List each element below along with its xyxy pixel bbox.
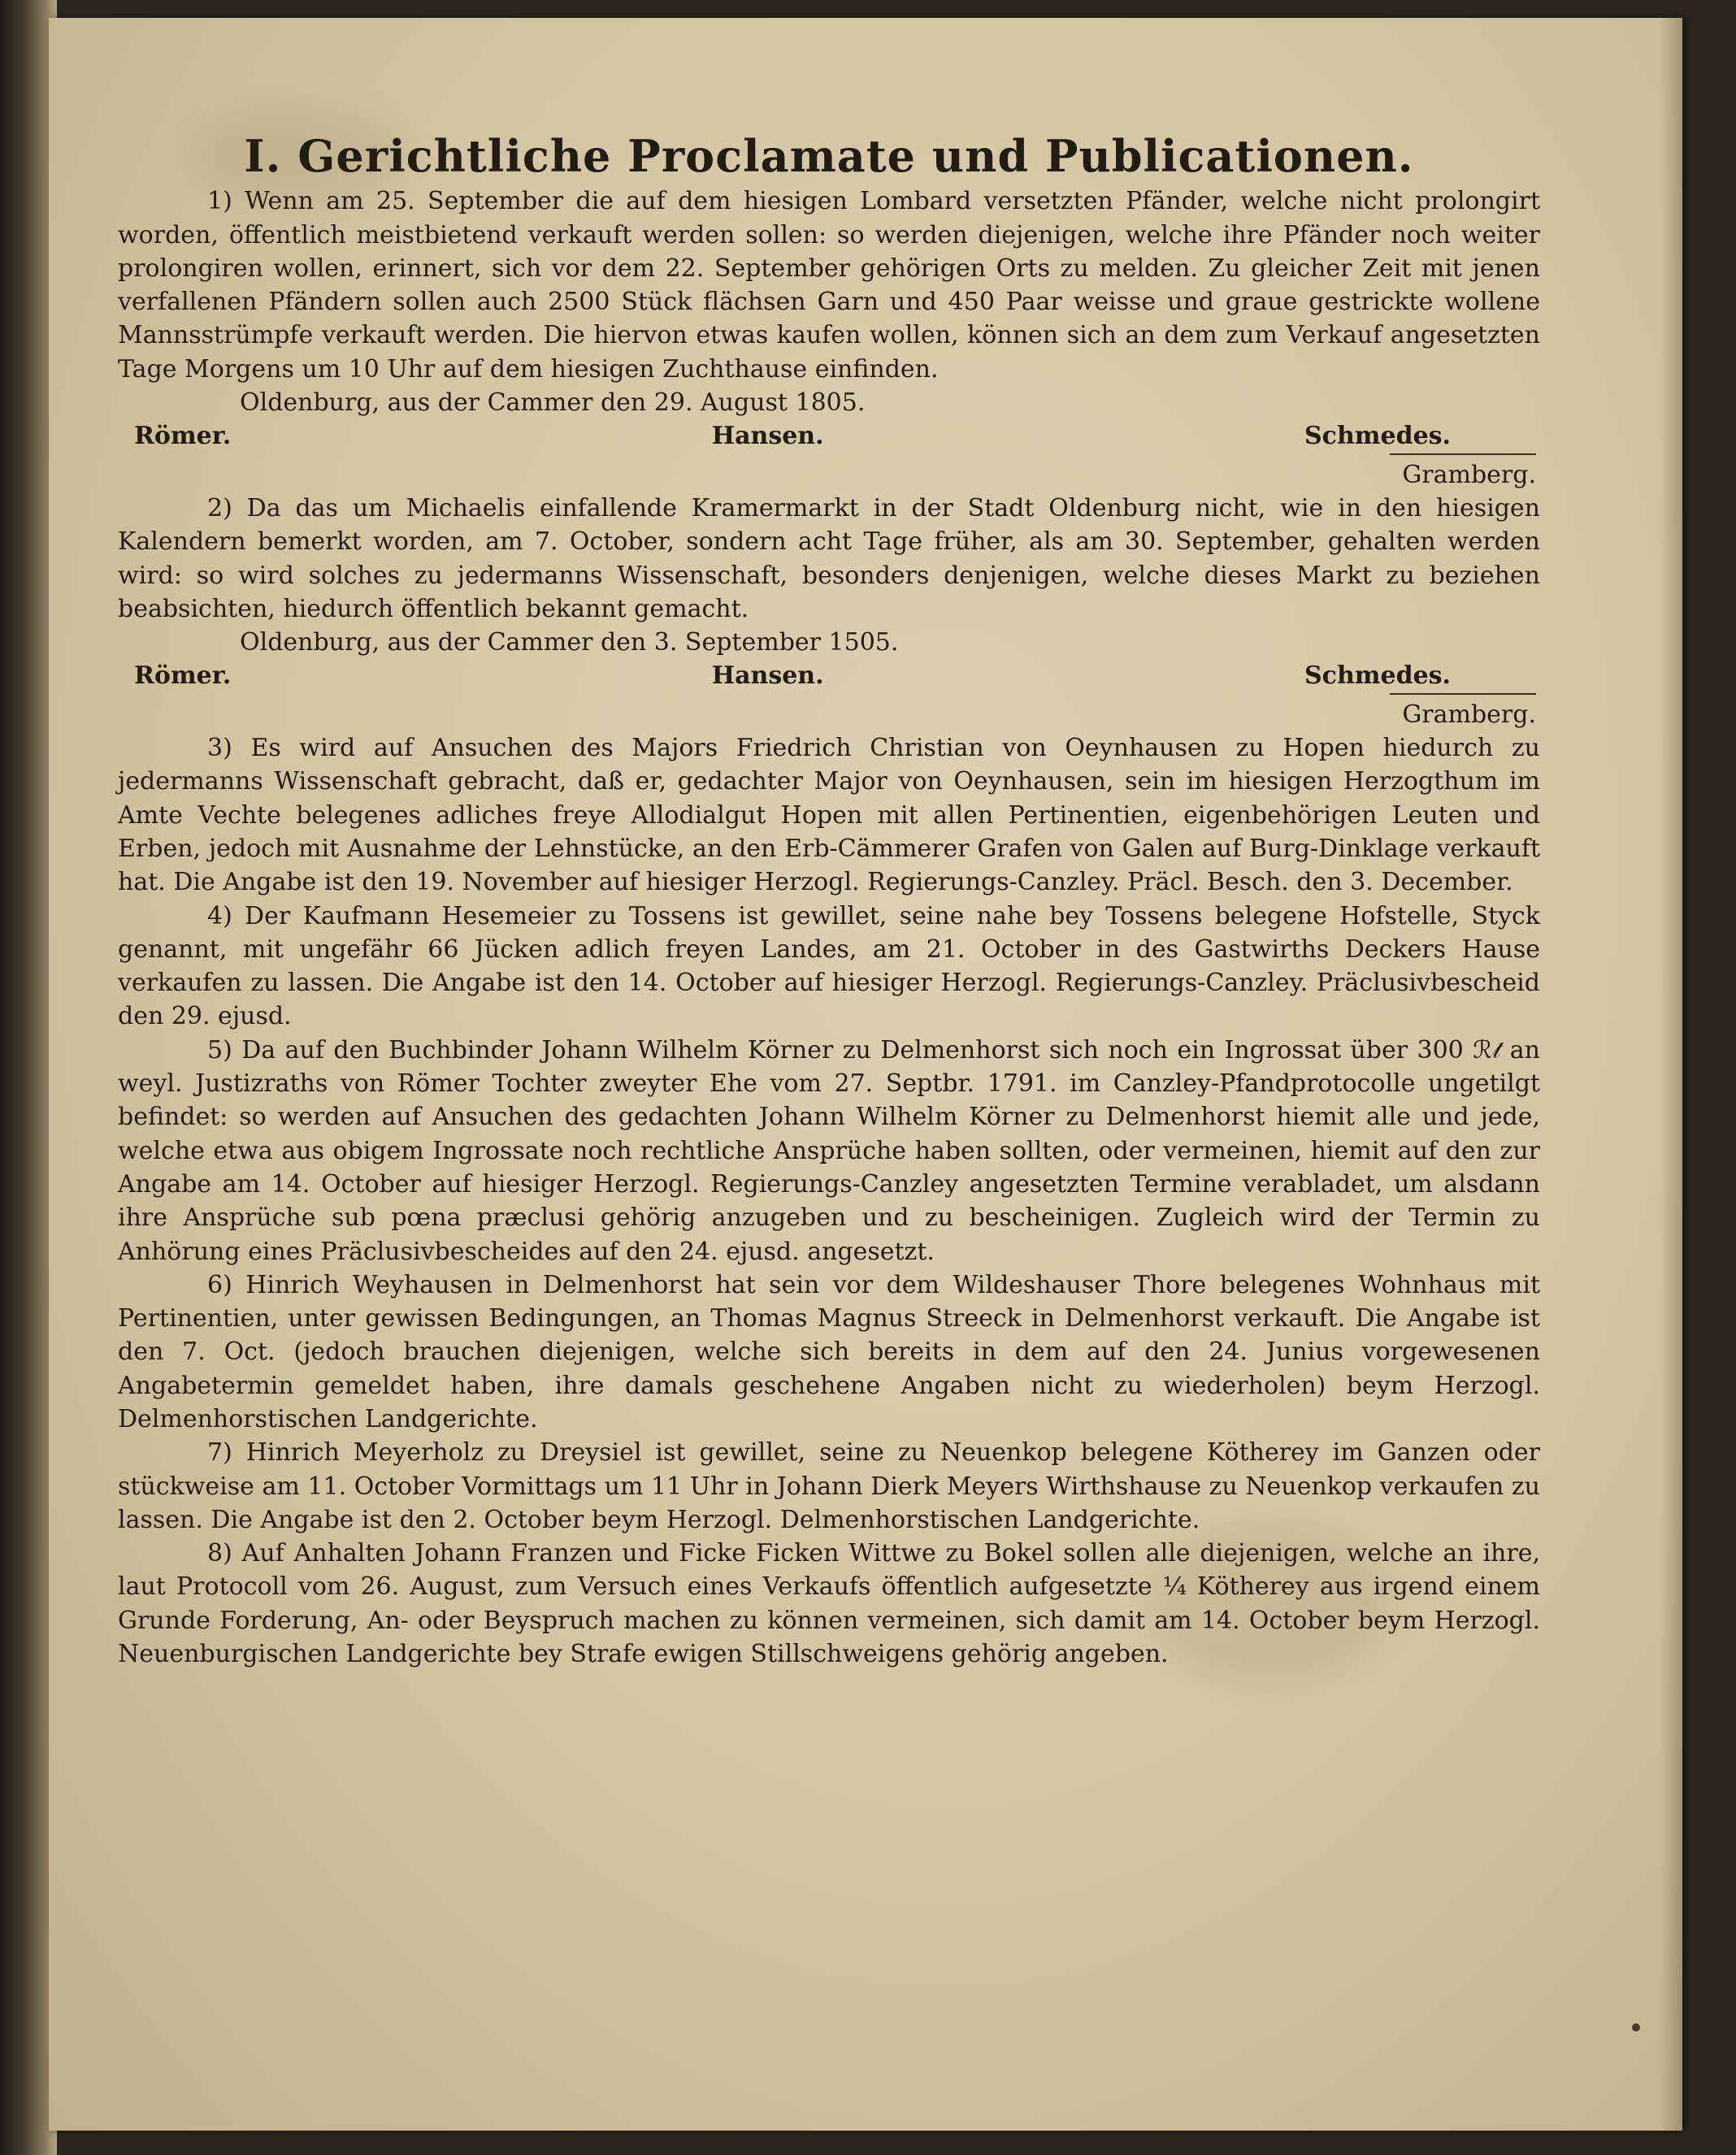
signatories [118, 659, 1540, 692]
notice-date: Oldenburg, aus der Cammer den 3. September 1505. [240, 628, 899, 657]
countersigner-name: Gramberg. [1390, 453, 1536, 492]
notice-date: Oldenburg, aus der Cammer den 29. August 1805. [240, 388, 866, 418]
signer-name: Römer. [134, 661, 232, 691]
notice-1 [118, 184, 1540, 492]
signer-name: Römer. [134, 422, 232, 451]
page-edge-shadow [1660, 18, 1682, 2131]
countersigner-name: Gramberg. [1390, 693, 1536, 731]
notice-3: 3) Es wird auf Ansuchen des Majors Friedrich Christian von Oeynhausen zu Hopen hiedurch zu jedermanns Wissenschaft gebracht, daß er, gedachter Major von Oeynhausen, sein im hiesigen Herzogthum im Amte Vechte belegenes adliches freye Allodialgut Hopen mit allen Pertinentien, eigenbehörigen Leuten und Erben, jedoch mit Ausnahme der Lehnstücke, an den Erb-Cämmerer Grafen von Galen auf Burg-Dinklage verkauft hat. Die Angabe ist den 19. November auf hiesiger Herzogl. Regierungs-Canzley. Präcl. Besch. den 3. December. [118, 734, 1540, 897]
notice-text: 1) Wenn am 25. September die auf dem hiesigen Lombard versetzten Pfänder, welche nicht prolongirt worden, öffentlich meistbietend verkauft werden sollen: so werden diejenigen, welche ihre Pfänder noch weiter prolongiren wollen, erinnert, sich vor dem 22. September gehörigen Orts zu melden. Zu gleicher Zeit mit jenen verfallenen Pfändern sollen auch 2500 Stück flächsen Garn und 450 Paar weisse und graue gestrickte wollene Mannsstrümpfe verkauft werden. Die hiervon etwas kaufen wollen, können sich an dem zum Verkauf angesetzten Tage Morgens um 10 Uhr auf dem hiesigen Zuchthause einfinden. [118, 187, 1540, 384]
notice-6: 6) Hinrich Weyhausen in Delmenhorst hat sein vor dem Wildeshauser Thore belegenes Wohnhaus mit Pertinentien, unter gewissen Bedingungen, an Thomas Magnus Streeck in Delmenhorst verkauft. Die Angabe ist den 7. Oct. (jedoch brauchen diejenigen, welche sich bereits in dem auf den 24. Junius vorgewesenen Angabetermin gemeldet haben, ihre damals geschehene Angaben nicht zu wiederholen) beym Herzogl. Delmenhorstischen Landgerichte. [118, 1270, 1540, 1433]
signer-name: Hansen. [711, 422, 824, 451]
document-body [118, 130, 1540, 1671]
signatories [118, 419, 1540, 453]
notice-5: 5) Da auf den Buchbinder Johann Wilhelm Körner zu Delmenhorst sich noch ein Ingrossat über 300 ℛ𝓉 an weyl. Justizraths von Römer Tochter zweyter Ehe vom 27. Septbr. 1791. im Canzley-Pfandprotocolle ungetilgt befindet: so werden auf Ansuchen des gedachten Johann Wilhelm Körner zu Delmenhorst hiemit alle und jede, welche etwa aus obigem Ingrossate noch rechtliche Ansprüche haben sollten, oder vermeinen, hiemit auf den zur Angabe am 14. October auf hiesiger Herzogl. Regierungs-Canzley angesetzten Termine verabladet, um alsdann ihre Ansprüche sub pœna præclusi gehörig anzugeben und zu bescheinigen. Zugleich wird der Termin zu Anhörung eines Präclusivbescheides auf den 24. ejusd. angesetzt. [118, 1035, 1540, 1266]
section-heading: I. Gerichtliche Proclamate und Publicationen. [244, 130, 1414, 182]
signer-name: Schmedes. [1304, 661, 1451, 691]
notice-text: 2) Da das um Michaelis einfallende Kramermarkt in der Stadt Oldenburg nicht, wie in den hiesigen Kalendern bemerkt worden, am 7. October, sondern acht Tage früher, als am 30. September, gehalten werden wird: so wird solches zu jedermanns Wissenschaft, besonders denjenigen, welche dieses Markt zu beziehen beabsichten, hiedurch öffentlich bekannt gemacht. [118, 493, 1540, 623]
notice-7: 7) Hinrich Meyerholz zu Dreysiel ist gewillet, seine zu Neuenkop belegene Kötherey im Ganzen oder stückweise am 11. October Vormittags um 11 Uhr in Johann Dierk Meyers Wirthshause zu Neuenkop verkaufen zu lassen. Die Angabe ist den 2. October beym Herzogl. Delmenhorstischen Landgerichte. [118, 1438, 1540, 1534]
notice-8: 8) Auf Anhalten Johann Franzen und Ficke Ficken Wittwe zu Bokel sollen alle diejenigen, welche an ihre, laut Protocoll vom 26. August, zum Versuch eines Verkaufs öffentlich aufgesetzte ¼ Kötherey aus irgend einem Grunde Forderung, An- oder Beyspruch machen zu können vermeinen, sich damit am 14. October beym Herzogl. Neuenburgischen Landgerichte bey Strafe ewigen Stillschweigens gehörig angeben. [118, 1539, 1540, 1669]
notice-2 [118, 492, 1540, 731]
countersignature [118, 453, 1540, 492]
signer-name: Hansen. [711, 661, 824, 691]
signer-name: Schmedes. [1304, 422, 1451, 451]
countersignature [118, 693, 1540, 731]
page-sheet [49, 18, 1682, 2131]
notice-4: 4) Der Kaufmann Hesemeier zu Tossens ist gewillet, seine nahe bey Tossens belegene Hofstelle, Styck genannt, mit ungefähr 66 Jücken adlich freyen Landes, am 21. October in des Gastwirths Deckers Hause verkaufen zu lassen. Die Angabe ist den 14. October auf hiesiger Herzogl. Regierungs-Canzley. Präclusivbescheid den 29. ejusd. [118, 901, 1540, 1031]
ink-speck [1632, 2023, 1640, 2031]
